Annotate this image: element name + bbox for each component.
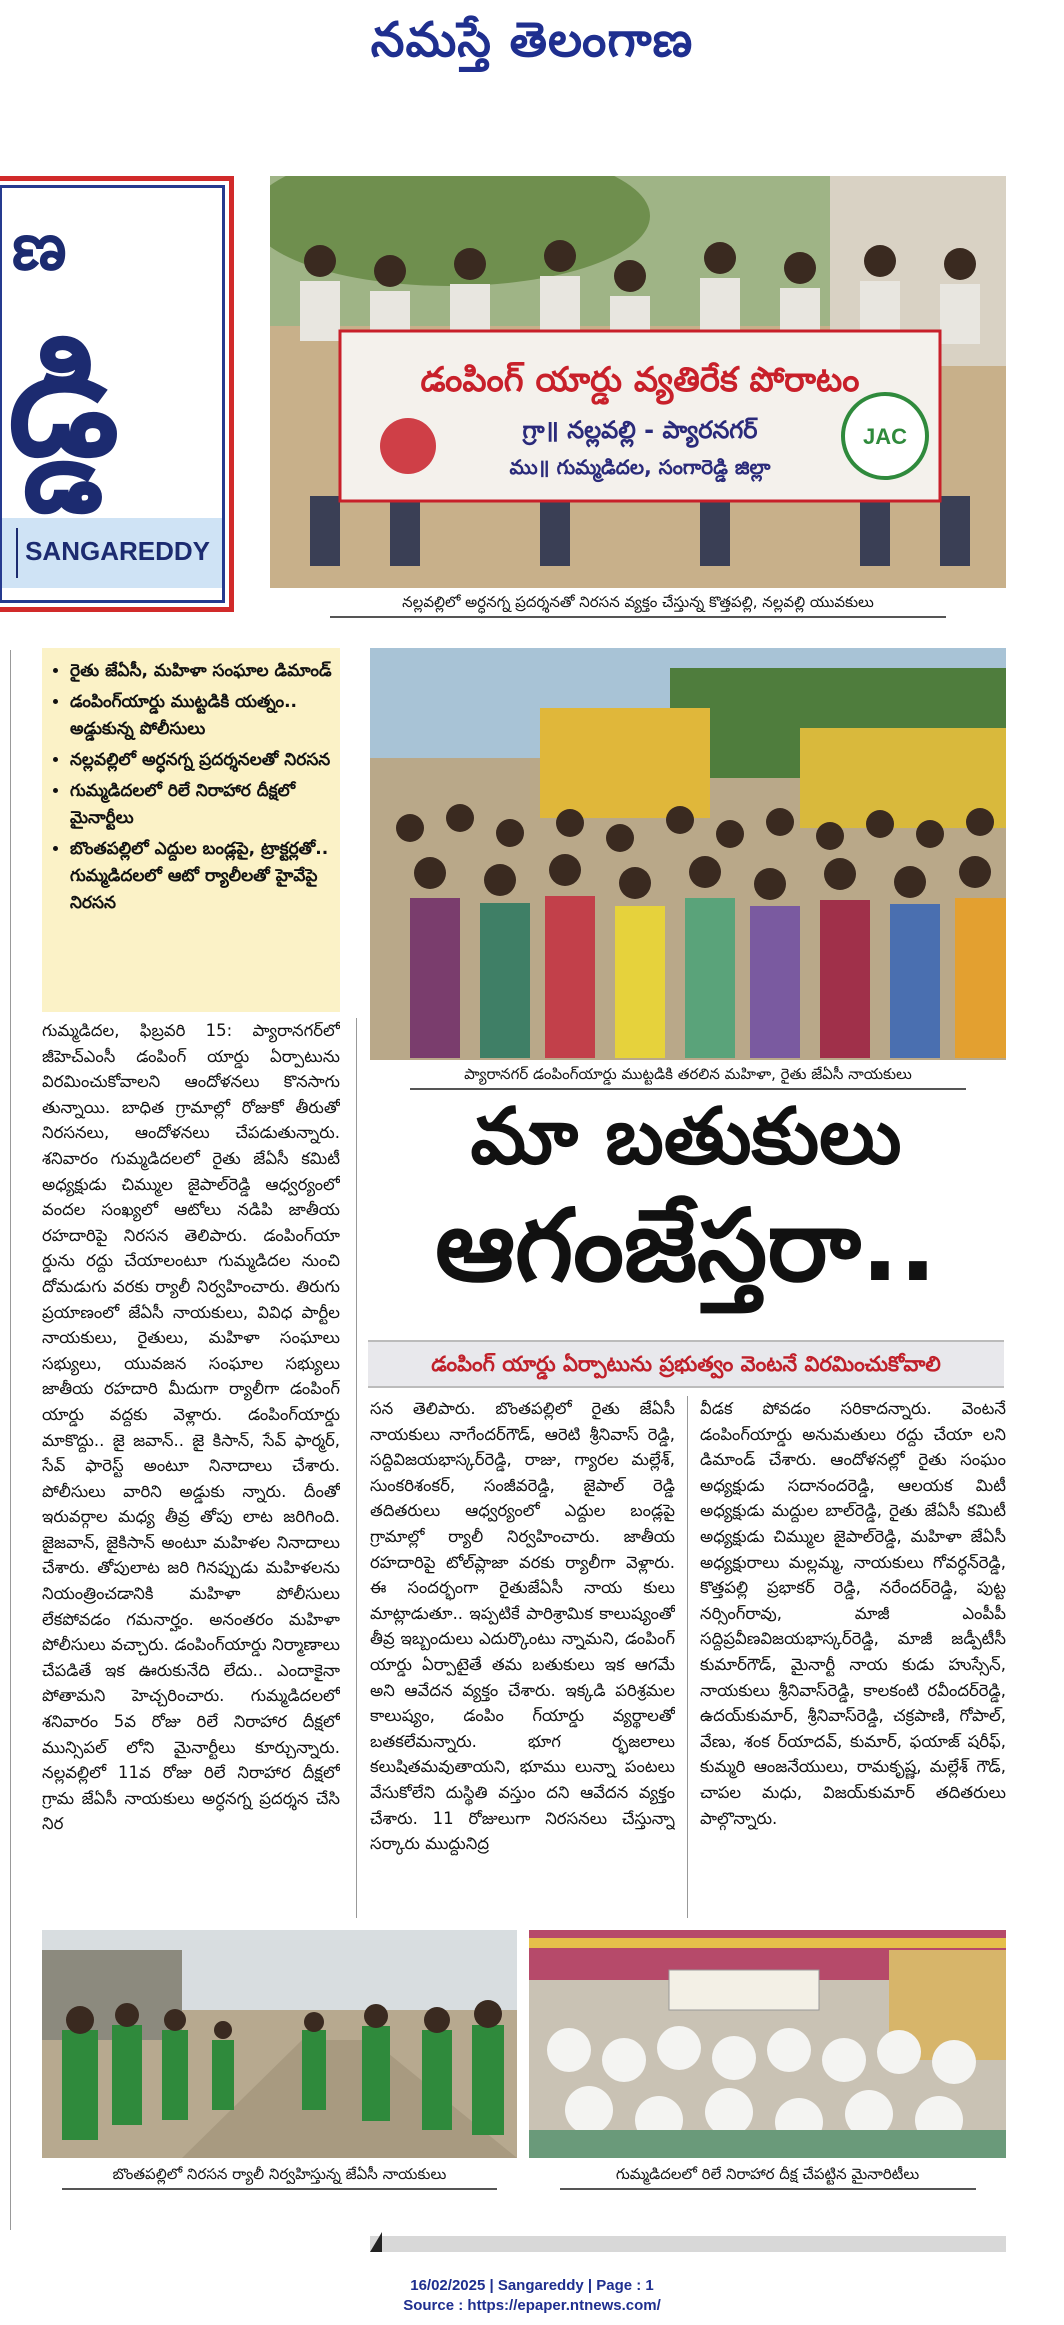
bottom-strip-arrow: [370, 2232, 382, 2252]
teaser-frame: [0, 185, 225, 603]
caption-underline: [410, 1088, 966, 1090]
caption-bottom-left-photo: బొంతపల్లిలో నిరసన ర్యాలీ నిర్వహిస్తున్న జేఏసీ నాయకులు: [112, 2165, 447, 2183]
caption-underline: [330, 616, 946, 618]
caption-top-photo: నల్లవల్లిలో అర్ధనగ్న ప్రదర్శనతో నిరసన వ్యక్తం చేస్తున్న కొత్తపల్లి, నల్లవల్లి యువకులు: [402, 593, 874, 611]
caption-underline: [560, 2188, 976, 2190]
teaser-edition-label: SANGAREDDY: [25, 536, 210, 566]
headline-line-2: ఆగంజేస్తరా..: [435, 1187, 937, 1304]
article-text-col3: వీడక పోవడం సరికాదన్నారు. వెంటనే డంపింగ్‌యార్డు అనుమతులు రద్దు చేయా లని డిమాండ్ చేశారు. ఆందోళనల్లో రైతు సంఘం అధ్యక్షుడు సదానందరెడ్డి, ఆలయక మిటీ అధ్యక్షుడు మద్దుల బాల్‌రెడ్డి, రైతు జేఏసీ కమిటీ అధ్యక్షుడు చిమ్ముల జైపాల్‌రెడ్డి, మహిళా జేఏసీ అధ్యక్షురాలు మల్లమ్మ, నాయకులు గోవర్ధన్‌రెడ్డి, కొత్తపల్లి ప్రభాకర్ రెడ్డి, నరేందర్‌రెడ్డి, పుట్ట నర్సింగ్‌రావు, మాజీ ఎంపీపీ సద్దిప్రవీణవిజయభాస్కర్‌రెడ్డి, మాజీ జడ్పీటీసీ కుమార్‌గౌడ్, మైనార్టీ నాయ కుడు హుస్సేన్, నాయకులు శ్రీనివాస్‌రెడ్డి, కాలకంటి రవీందర్‌రెడ్డి, ఉదయ్‌కుమార్, శ్రీనివాస్‌రెడ్డి, చక్రపాణి, గోపాల్, వేణు, శంక ర్‌యాదవ్, కుమార్, ఫయాజ్ షరీఫ్, కుమ్మరి ఆంజనేయులు, రామకృష్ణ, మల్లేశ్ గౌడ్, చాపల మధు, విజయ్‌కుమార్ తదితరులు పాల్గొన్నారు.: [700, 1399, 1006, 1828]
jac-logo: JAC: [862, 424, 908, 449]
highlight-item: • గుమ్మడిదలలో రిలే నిరాహార దీక్షలో మైనార్టీలు: [70, 778, 332, 832]
highlight-item: • రైతు జేఏసీ, మహిళా సంఘాల డిమాండ్: [70, 658, 332, 685]
headline-line-1: మా బతుకులు: [470, 1092, 902, 1182]
footer-source: Source : https://epaper.ntnews.com/: [403, 2297, 661, 2314]
highlight-item: • డంపింగ్‌యార్డు ముట్టడికి యత్నం.. అడ్డుకున్న పోలీసులు: [70, 689, 332, 743]
article-column-3: [700, 1396, 1006, 1922]
photo-protest-banner: [270, 176, 1006, 588]
highlights-box: [42, 648, 340, 1012]
teaser-fragment-top: ణ: [12, 208, 67, 285]
column-rule: [687, 1396, 688, 1918]
bottom-strip: [370, 2236, 1006, 2252]
teaser-separator: [16, 528, 18, 578]
caption-underline: [62, 2188, 497, 2190]
caption-bottom-right-photo: గుమ్మడిదలలో రిలే నిరాహార దీక్ష చేపట్టిన మైనారిటీలు: [615, 2165, 920, 2183]
caption-middle-photo: ప్యారానగర్ డంపింగ్‌యార్డు ముట్టడికి తరలిన మహిళా, రైతు జేఏసీ నాయకులు: [464, 1065, 912, 1083]
photo-women-farmers-jac: [370, 648, 1006, 1060]
photo-hunger-strike-minorities: [529, 1930, 1006, 2158]
column-rule-left: [10, 650, 11, 2230]
article-text-col2: సన తెలిపారు. బొంతపల్లిలో రైతు జేఏసీ నాయకులు నాగేందర్‌గౌడ్, ఆరెటి శ్రీనివాస్ రెడ్డి, సద్దివిజయభాస్కర్‌రెడ్డి, రాజు, గ్యారల మల్లేశ్, సుంకరిశంకర్, సంజీవరెడ్డి, జైపాల్ రెడ్డి తదితరులు ఆధ్వర్యంలో ఎద్దుల బండ్లపై గ్రామాల్లో ర్యాలీ నిర్వహించారు. జాతీయ రహదారిపై టోల్‌ప్లాజా వరకు ర్యాలీగా వెళ్లారు. ఈ సందర్భంగా రైతుజేఏసీ నాయ కులు మాట్లాడుతూ.. ఇప్పటికే పారిశ్రామిక కాలుష్యంతో తీవ్ర ఇబ్బందులు ఎదుర్కొంటు న్నామని, డంపింగ్ యార్డు ఏర్పాటైతే తమ బతుకులు ఇక ఆగమే అని ఆవేదన వ్యక్తం చేశారు. ఇక్కడి పరిశ్రమల కాలుష్యం, డంపిం గ్‌యార్డు వ్యర్థాలతో బతకలేమన్నారు. భూగ ర్భజలాలు కలుషితమవుతాయని, భూము లున్నా పంటలు వేసుకోలేని దుస్థితి వస్తుం దని ఆవేదన వ్యక్తం చేశారు. 11 రోజులుగా నిరసనలు చేస్తున్నా సర్కారు ముద్దునిద్ర: [370, 1399, 675, 1854]
banner-mandal: ము॥ గుమ్మడిదల, సంగారెడ్డి జిల్లా: [509, 455, 771, 479]
adjacent-story-teaser: [0, 176, 234, 612]
subheadline: డంపింగ్ యార్డు ఏర్పాటును ప్రభుత్వం వెంటనే విరమించుకోవాలి: [368, 1340, 1004, 1388]
column-rule: [356, 1018, 357, 1918]
article-text-col1: గుమ్మడిదల, ఫిబ్రవరి 15: ప్యారానగర్‌లో జీహెచ్‌ఎంసీ డంపింగ్ యార్డు ఏర్పాటును విరమించుకోవాలని ఆందోళనలు కొనసాగు తున్నాయి. బాధిత గ్రామాల్లో రోజుకో తీరుతో నిరసనలు, ఆందోళనలు చేపడుతున్నారు. శనివారం గుమ్మడిదలలో రైతు జేఏసీ కమిటీ అధ్యక్షుడు చిమ్ముల జైపాల్‌రెడ్డి ఆధ్వర్యంలో వందల సంఖ్యలో ఆటోలు నడిపి జాతీయ రహదారిపై నిరసన తెలిపారు. డంపింగ్‌యా ర్డును రద్దు చేయాలంటూ గుమ్మడిదల నుంచి దోమడుగు వరకు ర్యాలీ నిర్వహించారు. తిరుగు ప్రయాణంలో జేఏసీ నాయకులు, వివిధ పార్టీల నాయకులు, రైతులు, మహిళా సంఘాలు సభ్యులు, యువజన సంఘాల సభ్యులు జాతీయ రహదారి మీదుగా ర్యాలీగా డంపింగ్ యార్డు వద్దకు వెళ్లారు. డంపింగ్‌యార్డు మాకొద్దు.. జై జవాన్.. జై కిసాన్, సేవ్ ఫార్మర్, సేవ్ ఫారెస్ట్ అంటూ నినాదాలు చేశారు. పోలీసులు వారిని అడ్డుకు న్నారు. దీంతో ఇరువర్గాల మధ్య తీవ్ర తోపు లాట జరిగింది. జైజవాన్, జైకిసాన్ అంటూ మహిళల నినాదాలు చేశారు. తోపులాట జరి గినప్పుడు మహిళలను నియంత్రించడానికి మహిళా పోలీసులు లేకపోవడం గమనార్హం. అనంతరం మహిళా పోలీసులు వచ్చారు. డంపింగ్‌యార్డు నిర్మాణాలు చేపడితే ఇక ఊరుకునేది లేదు.. ఎందాకైనా పోతామని హెచ్చరించారు. గుమ్మడిదలలో శనివారం 5వ రోజు రిలే నిరాహార దీక్షలో మున్సిపల్ లోని మైనార్టీలు కూర్చున్నారు. నల్లవల్లిలో 11వ రోజు రిలే నిరాహార దీక్షలో గ్రామ జేఏసీ నాయకులు అర్ధనగ్న ప్రదర్శన చేసి నిర: [42, 1021, 340, 1834]
photo-rally-bonthapalli: [42, 1930, 517, 2158]
footer-date-edition-page: 16/02/2025 | Sangareddy | Page : 1: [410, 2277, 654, 2294]
highlight-item: • నల్లవల్లిలో అర్ధనగ్న ప్రదర్శనలతో నిరసన: [70, 747, 332, 774]
highlight-item: • బొంతపల్లిలో ఎద్దుల బండ్లపై, ట్రాక్టర్లతో.. గుమ్మడిదలలో ఆటో ర్యాలీలతో హైవేపై నిరసన: [70, 836, 332, 917]
banner-village: గ్రా॥ నల్లవల్లి - ప్యారనగర్: [522, 416, 758, 444]
teaser-name-fragment: డ్డి: [8, 316, 120, 490]
banner-headline: డంపింగ్ యార్డు వ్యతిరేక పోరాటం: [420, 360, 860, 400]
article-column-1: [42, 1018, 340, 1920]
masthead-title: నమస్తే తెలంగాణ: [370, 12, 694, 68]
article-column-2: [370, 1396, 675, 1922]
highlights-list: [50, 658, 332, 917]
teaser-edition-band: [2, 518, 222, 588]
